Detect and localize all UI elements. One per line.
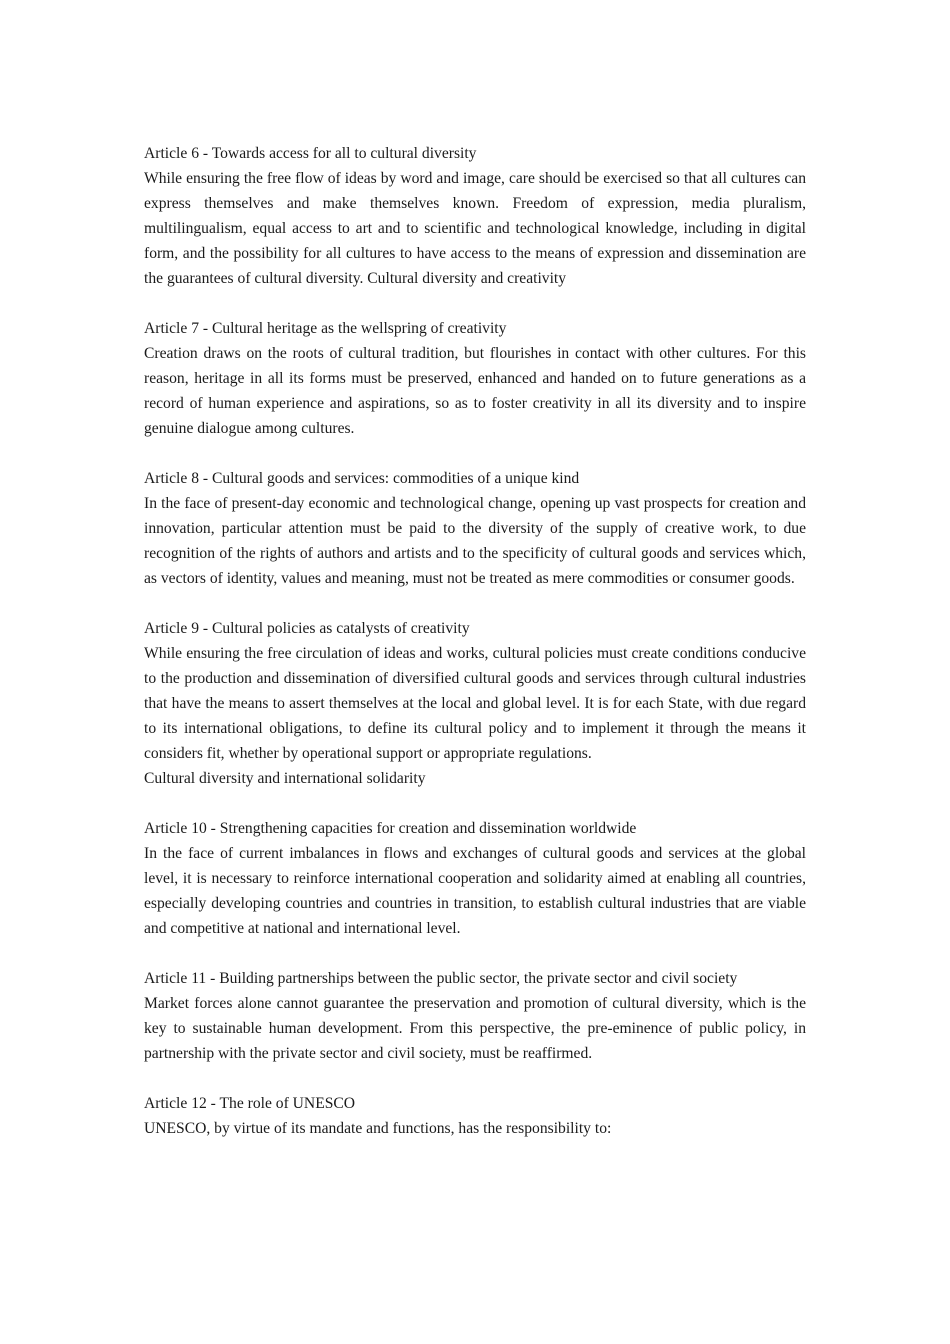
article-12 xyxy=(144,1091,806,1141)
article-10 xyxy=(144,816,806,941)
article-body: Market forces alone cannot guarantee the preservation and promotion of cultural diversity, which is the key to sustainable human development. From this perspective, the pre-eminence of public policy, in partnership with the private sector and civil society, must be reaffirmed. xyxy=(144,995,806,1062)
article-body: While ensuring the free circulation of ideas and works, cultural policies must create conditions conducive to the production and dissemination of diversified cultural goods and services through cultural industries that have the means to assert themselves at the local and global level. It is for each State, with due regard to its international obligations, to define its cultural policy and to implement it through the means it considers fit, whether by operational support or appropriate regulations. xyxy=(144,645,806,762)
article-7 xyxy=(144,316,806,441)
article-body: While ensuring the free flow of ideas by word and image, care should be exercised so that all cultures can express themselves and make themselves known. Freedom of expression, media pluralism, multilingualism, equal access to art and to scientific and technological knowledge, including in digital form, and the possibility for all cultures to have access to the means of expression and dissemination are the guarantees of cultural diversity. Cultural diversity and creativity xyxy=(144,170,806,287)
section-subheading: Cultural diversity and international solidarity xyxy=(144,770,426,787)
article-body: In the face of present-day economic and technological change, opening up vast prospects for creation and innovation, particular attention must be paid to the diversity of the supply of creative work, to due recognition of the rights of authors and artists and to the specificity of cultural goods and services which, as vectors of identity, values and meaning, must not be treated as mere commodities or consumer goods. xyxy=(144,495,806,587)
article-heading: Article 11 - Building partnerships between the public sector, the private sector and civil society xyxy=(144,970,738,987)
article-heading: Article 6 - Towards access for all to cultural diversity xyxy=(144,145,477,162)
document-page xyxy=(144,141,806,1166)
article-heading: Article 8 - Cultural goods and services: commodities of a unique kind xyxy=(144,470,580,487)
article-heading: Article 7 - Cultural heritage as the wellspring of creativity xyxy=(144,320,507,337)
article-9 xyxy=(144,616,806,791)
article-body: UNESCO, by virtue of its mandate and functions, has the responsibility to: xyxy=(144,1120,612,1137)
article-heading: Article 10 - Strengthening capacities for creation and dissemination worldwide xyxy=(144,820,637,837)
article-8 xyxy=(144,466,806,591)
article-body: Creation draws on the roots of cultural tradition, but flourishes in contact with other cultures. For this reason, heritage in all its forms must be preserved, enhanced and handed on to future generations as a record of human experience and aspirations, so as to foster creativity in all its diversity and to inspire genuine dialogue among cultures. xyxy=(144,345,806,437)
article-heading: Article 12 - The role of UNESCO xyxy=(144,1095,356,1112)
article-body: In the face of current imbalances in flows and exchanges of cultural goods and services at the global level, it is necessary to reinforce international cooperation and solidarity aimed at enabling all countries, especially developing countries and countries in transition, to establish cultural industries that are viable and competitive at national and international level. xyxy=(144,845,806,937)
article-heading: Article 9 - Cultural policies as catalysts of creativity xyxy=(144,620,470,637)
article-6 xyxy=(144,141,806,291)
article-11 xyxy=(144,966,806,1066)
